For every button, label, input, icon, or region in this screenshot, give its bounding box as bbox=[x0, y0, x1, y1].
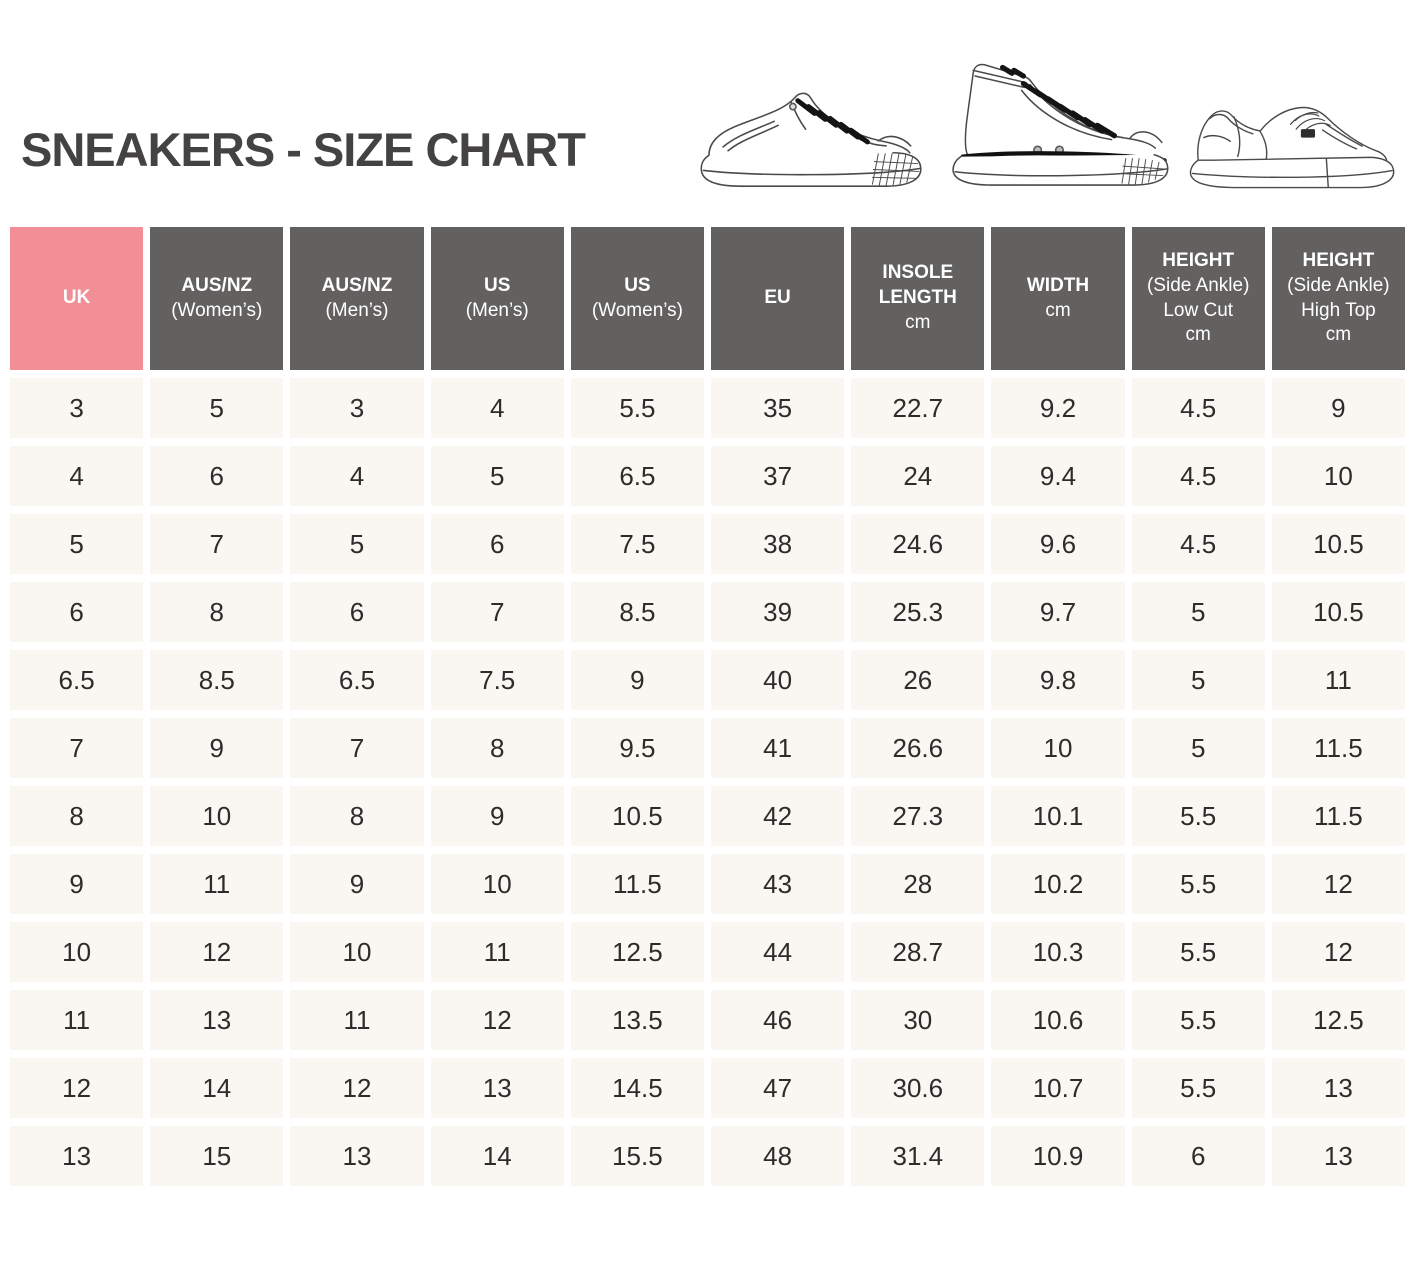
table-cell-uk-row11: 12 bbox=[10, 1058, 143, 1118]
table-cell-aus-nz-mens-row1: 3 bbox=[290, 378, 423, 438]
table-cell-us-womens-row4: 8.5 bbox=[571, 582, 704, 642]
table-cell-insole-length-row12: 31.4 bbox=[851, 1126, 984, 1186]
table-cell-us-mens-row9: 11 bbox=[431, 922, 564, 982]
table-cell-uk-row10: 11 bbox=[10, 990, 143, 1050]
table-cell-height-high-top-row8: 12 bbox=[1272, 854, 1405, 914]
page-header bbox=[0, 0, 1417, 227]
table-cell-insole-length-row5: 26 bbox=[851, 650, 984, 710]
table-cell-height-high-top-row3: 10.5 bbox=[1272, 514, 1405, 574]
table-cell-height-high-top-row1: 9 bbox=[1272, 378, 1405, 438]
table-cell-height-high-top-row6: 11.5 bbox=[1272, 718, 1405, 778]
low-top-sneaker-icon bbox=[695, 85, 932, 195]
skate-shoe-icon bbox=[1185, 83, 1397, 195]
table-cell-aus-nz-mens-row4: 6 bbox=[290, 582, 423, 642]
table-cell-eu-row11: 47 bbox=[711, 1058, 844, 1118]
table-cell-us-mens-row6: 8 bbox=[431, 718, 564, 778]
table-cell-height-high-top-row2: 10 bbox=[1272, 446, 1405, 506]
table-cell-eu-row10: 46 bbox=[711, 990, 844, 1050]
table-cell-eu-row8: 43 bbox=[711, 854, 844, 914]
table-cell-eu-row6: 41 bbox=[711, 718, 844, 778]
table-cell-us-mens-row4: 7 bbox=[431, 582, 564, 642]
table-cell-insole-length-row9: 28.7 bbox=[851, 922, 984, 982]
table-cell-aus-nz-womens-row1: 5 bbox=[150, 378, 283, 438]
table-cell-us-womens-row9: 12.5 bbox=[571, 922, 704, 982]
table-cell-eu-row5: 40 bbox=[711, 650, 844, 710]
table-cell-height-low-cut-row8: 5.5 bbox=[1132, 854, 1265, 914]
table-cell-width-row3: 9.6 bbox=[991, 514, 1124, 574]
table-cell-aus-nz-mens-row8: 9 bbox=[290, 854, 423, 914]
table-cell-height-high-top-row9: 12 bbox=[1272, 922, 1405, 982]
table-cell-us-mens-row11: 13 bbox=[431, 1058, 564, 1118]
table-cell-eu-row1: 35 bbox=[711, 378, 844, 438]
table-cell-aus-nz-mens-row12: 13 bbox=[290, 1126, 423, 1186]
table-cell-eu-row4: 39 bbox=[711, 582, 844, 642]
table-cell-us-mens-row8: 10 bbox=[431, 854, 564, 914]
column-header-width: WIDTH cm bbox=[991, 227, 1124, 370]
table-cell-aus-nz-mens-row10: 11 bbox=[290, 990, 423, 1050]
table-cell-eu-row7: 42 bbox=[711, 786, 844, 846]
column-header-eu: EU bbox=[711, 227, 844, 370]
table-cell-us-womens-row1: 5.5 bbox=[571, 378, 704, 438]
table-cell-width-row4: 9.7 bbox=[991, 582, 1124, 642]
table-cell-width-row9: 10.3 bbox=[991, 922, 1124, 982]
table-cell-aus-nz-mens-row9: 10 bbox=[290, 922, 423, 982]
table-cell-aus-nz-mens-row6: 7 bbox=[290, 718, 423, 778]
table-cell-aus-nz-womens-row5: 8.5 bbox=[150, 650, 283, 710]
table-cell-width-row10: 10.6 bbox=[991, 990, 1124, 1050]
page-title: SNEAKERS - SIZE CHART bbox=[21, 123, 585, 176]
table-cell-insole-length-row2: 24 bbox=[851, 446, 984, 506]
table-cell-us-mens-row5: 7.5 bbox=[431, 650, 564, 710]
table-cell-uk-row9: 10 bbox=[10, 922, 143, 982]
table-cell-us-womens-row12: 15.5 bbox=[571, 1126, 704, 1186]
table-cell-height-high-top-row11: 13 bbox=[1272, 1058, 1405, 1118]
table-cell-us-womens-row7: 10.5 bbox=[571, 786, 704, 846]
table-cell-height-low-cut-row5: 5 bbox=[1132, 650, 1265, 710]
table-cell-us-mens-row1: 4 bbox=[431, 378, 564, 438]
table-cell-uk-row3: 5 bbox=[10, 514, 143, 574]
table-cell-insole-length-row3: 24.6 bbox=[851, 514, 984, 574]
table-cell-aus-nz-womens-row11: 14 bbox=[150, 1058, 283, 1118]
table-cell-us-womens-row2: 6.5 bbox=[571, 446, 704, 506]
table-cell-us-womens-row3: 7.5 bbox=[571, 514, 704, 574]
column-header-aus-nz-womens: AUS/NZ (Women’s) bbox=[150, 227, 283, 370]
table-cell-insole-length-row8: 28 bbox=[851, 854, 984, 914]
table-cell-aus-nz-mens-row11: 12 bbox=[290, 1058, 423, 1118]
table-cell-height-low-cut-row7: 5.5 bbox=[1132, 786, 1265, 846]
column-header-height-low-cut: HEIGHT (Side Ankle) Low Cut cm bbox=[1132, 227, 1265, 370]
table-cell-width-row5: 9.8 bbox=[991, 650, 1124, 710]
table-cell-height-low-cut-row4: 5 bbox=[1132, 582, 1265, 642]
table-cell-insole-length-row7: 27.3 bbox=[851, 786, 984, 846]
table-cell-height-low-cut-row2: 4.5 bbox=[1132, 446, 1265, 506]
table-cell-aus-nz-mens-row5: 6.5 bbox=[290, 650, 423, 710]
table-cell-eu-row3: 38 bbox=[711, 514, 844, 574]
table-cell-width-row1: 9.2 bbox=[991, 378, 1124, 438]
table-cell-us-mens-row3: 6 bbox=[431, 514, 564, 574]
table-cell-width-row2: 9.4 bbox=[991, 446, 1124, 506]
table-cell-us-mens-row2: 5 bbox=[431, 446, 564, 506]
table-cell-uk-row4: 6 bbox=[10, 582, 143, 642]
size-table-body bbox=[10, 378, 1405, 1186]
high-top-sneaker-icon bbox=[940, 50, 1177, 195]
table-cell-insole-length-row10: 30 bbox=[851, 990, 984, 1050]
table-cell-us-mens-row12: 14 bbox=[431, 1126, 564, 1186]
table-cell-height-high-top-row7: 11.5 bbox=[1272, 786, 1405, 846]
table-cell-uk-row2: 4 bbox=[10, 446, 143, 506]
table-cell-aus-nz-womens-row8: 11 bbox=[150, 854, 283, 914]
table-cell-height-low-cut-row6: 5 bbox=[1132, 718, 1265, 778]
column-header-uk: UK bbox=[10, 227, 143, 370]
table-cell-width-row8: 10.2 bbox=[991, 854, 1124, 914]
table-cell-height-high-top-row12: 13 bbox=[1272, 1126, 1405, 1186]
table-cell-uk-row7: 8 bbox=[10, 786, 143, 846]
table-cell-us-womens-row11: 14.5 bbox=[571, 1058, 704, 1118]
table-cell-insole-length-row6: 26.6 bbox=[851, 718, 984, 778]
table-cell-us-mens-row7: 9 bbox=[431, 786, 564, 846]
table-cell-width-row7: 10.1 bbox=[991, 786, 1124, 846]
table-cell-aus-nz-womens-row10: 13 bbox=[150, 990, 283, 1050]
column-header-us-womens: US (Women’s) bbox=[571, 227, 704, 370]
table-cell-aus-nz-mens-row3: 5 bbox=[290, 514, 423, 574]
table-cell-aus-nz-womens-row4: 8 bbox=[150, 582, 283, 642]
table-cell-us-womens-row10: 13.5 bbox=[571, 990, 704, 1050]
column-header-height-high-top: HEIGHT (Side Ankle) High Top cm bbox=[1272, 227, 1405, 370]
table-cell-height-high-top-row4: 10.5 bbox=[1272, 582, 1405, 642]
table-cell-height-low-cut-row10: 5.5 bbox=[1132, 990, 1265, 1050]
table-cell-insole-length-row1: 22.7 bbox=[851, 378, 984, 438]
table-cell-aus-nz-womens-row3: 7 bbox=[150, 514, 283, 574]
table-cell-eu-row2: 37 bbox=[711, 446, 844, 506]
table-cell-uk-row1: 3 bbox=[10, 378, 143, 438]
table-cell-eu-row12: 48 bbox=[711, 1126, 844, 1186]
table-cell-aus-nz-womens-row6: 9 bbox=[150, 718, 283, 778]
size-chart-table bbox=[10, 227, 1405, 1186]
table-cell-height-low-cut-row3: 4.5 bbox=[1132, 514, 1265, 574]
table-cell-insole-length-row4: 25.3 bbox=[851, 582, 984, 642]
table-cell-width-row11: 10.7 bbox=[991, 1058, 1124, 1118]
table-cell-aus-nz-womens-row9: 12 bbox=[150, 922, 283, 982]
table-cell-aus-nz-mens-row2: 4 bbox=[290, 446, 423, 506]
table-cell-eu-row9: 44 bbox=[711, 922, 844, 982]
table-cell-us-womens-row6: 9.5 bbox=[571, 718, 704, 778]
table-cell-height-low-cut-row9: 5.5 bbox=[1132, 922, 1265, 982]
table-cell-aus-nz-womens-row2: 6 bbox=[150, 446, 283, 506]
table-cell-uk-row5: 6.5 bbox=[10, 650, 143, 710]
sneaker-illustrations bbox=[695, 50, 1397, 195]
table-cell-uk-row8: 9 bbox=[10, 854, 143, 914]
table-cell-height-high-top-row5: 11 bbox=[1272, 650, 1405, 710]
table-cell-aus-nz-womens-row12: 15 bbox=[150, 1126, 283, 1186]
table-cell-us-mens-row10: 12 bbox=[431, 990, 564, 1050]
table-cell-us-womens-row8: 11.5 bbox=[571, 854, 704, 914]
table-cell-aus-nz-mens-row7: 8 bbox=[290, 786, 423, 846]
table-cell-uk-row6: 7 bbox=[10, 718, 143, 778]
table-cell-us-womens-row5: 9 bbox=[571, 650, 704, 710]
column-header-aus-nz-mens: AUS/NZ (Men’s) bbox=[290, 227, 423, 370]
table-cell-height-high-top-row10: 12.5 bbox=[1272, 990, 1405, 1050]
table-cell-width-row12: 10.9 bbox=[991, 1126, 1124, 1186]
table-cell-height-low-cut-row12: 6 bbox=[1132, 1126, 1265, 1186]
column-header-insole-length: INSOLE LENGTH cm bbox=[851, 227, 984, 370]
table-cell-width-row6: 10 bbox=[991, 718, 1124, 778]
table-cell-height-low-cut-row1: 4.5 bbox=[1132, 378, 1265, 438]
size-table-header bbox=[10, 227, 1405, 370]
table-cell-uk-row12: 13 bbox=[10, 1126, 143, 1186]
table-cell-height-low-cut-row11: 5.5 bbox=[1132, 1058, 1265, 1118]
table-cell-insole-length-row11: 30.6 bbox=[851, 1058, 984, 1118]
table-cell-aus-nz-womens-row7: 10 bbox=[150, 786, 283, 846]
column-header-us-mens: US (Men’s) bbox=[431, 227, 564, 370]
